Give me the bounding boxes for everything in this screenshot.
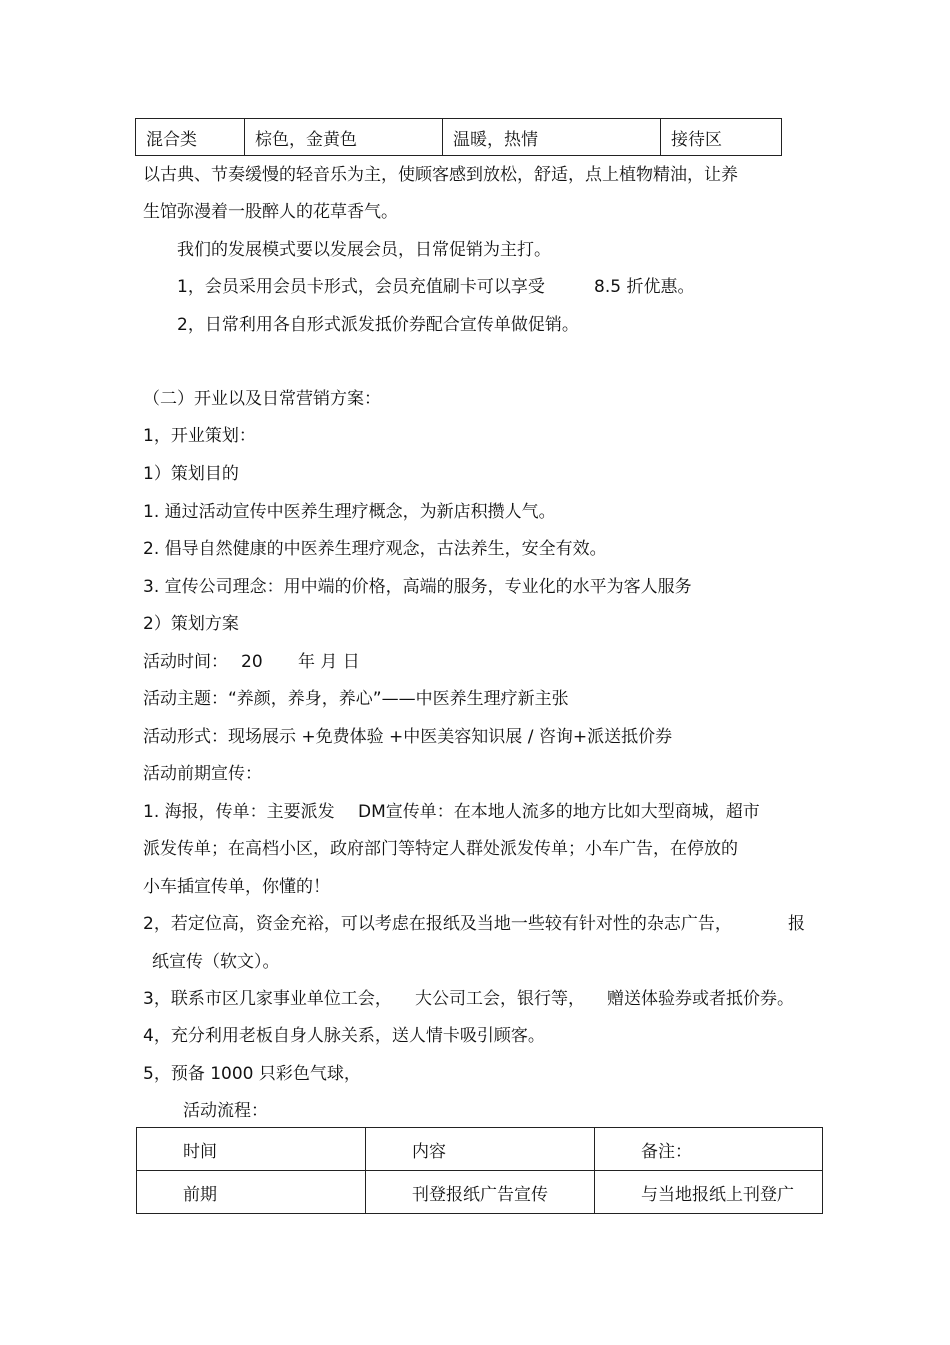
- list-item: 1. 海报，传单：主要派发: [143, 802, 335, 822]
- list-item: 2，日常利用各自形式派发抵价券配合宣传单做促销。: [177, 315, 579, 335]
- list-item: 赠送体验券或者抵价券。: [607, 989, 794, 1009]
- table-cell: 与当地报纸上刊登广: [595, 1171, 823, 1214]
- table-header-row: [137, 1128, 823, 1171]
- list-item: 2，若定位高，资金充裕，可以考虑在报纸及当地一些较有针对性的杂志广告，: [143, 914, 732, 934]
- list-item: 1. 通过活动宣传中医养生理疗概念，为新店积攒人气。: [143, 502, 556, 522]
- table-cell: 温暖，热情: [443, 119, 661, 156]
- paragraph-line: 我们的发展模式要以发展会员，日常促销为主打。: [177, 240, 551, 260]
- subheading: 活动流程：: [183, 1101, 268, 1121]
- table-cell: 棕色，金黄色: [245, 119, 443, 156]
- subheading: 1，开业策划：: [143, 426, 256, 446]
- color-scheme-table: [135, 118, 782, 156]
- table-cell: 前期: [137, 1171, 366, 1214]
- table-row: [136, 119, 782, 156]
- table-header-cell: 内容: [366, 1128, 595, 1171]
- subheading: 1）策划目的: [143, 464, 239, 484]
- table-header-cell: 备注：: [595, 1128, 823, 1171]
- subheading: 2）策划方案: [143, 614, 239, 634]
- list-item: 5，预备 1000 只彩色气球，: [143, 1064, 361, 1084]
- list-item: 3. 宣传公司理念：用中端的价格，高端的服务，专业化的水平为客人服务: [143, 577, 692, 597]
- paragraph-line: 派发传单；在高档小区，政府部门等特定人群处派发传单；小车广告，在停放的: [143, 839, 738, 859]
- paragraph-line: 纸宣传（软文）。: [152, 952, 280, 972]
- table-cell: 刊登报纸广告宣传: [366, 1171, 595, 1214]
- paragraph-line: 小车插宣传单，你懂的！: [143, 877, 330, 897]
- table-row: [137, 1171, 823, 1214]
- event-time-year: 20: [241, 652, 263, 672]
- list-item: DM宣传单：在本地人流多的地方比如大型商城，超市: [358, 802, 760, 822]
- section-heading: （二）开业以及日常营销方案：: [143, 389, 381, 409]
- table-header-cell: 时间: [137, 1128, 366, 1171]
- event-time-date: 年 月 日: [298, 652, 360, 672]
- list-item: 4，充分利用老板自身人脉关系，送人情卡吸引顾客。: [143, 1026, 545, 1046]
- event-theme: 活动主题：“养颜，养身，养心”——中医养生理疗新主张: [143, 689, 569, 709]
- list-item: 2. 倡导自然健康的中医养生理疗观念，古法养生，安全有效。: [143, 539, 607, 559]
- list-item: 3，联系市区几家事业单位工会，: [143, 989, 392, 1009]
- paragraph-line: 生馆弥漫着一股醉人的花草香气。: [143, 202, 398, 222]
- list-item: 1，会员采用会员卡形式，会员充值刷卡可以享受: [177, 277, 545, 297]
- activity-flow-table: [136, 1127, 823, 1214]
- list-item: 8.5 折优惠。: [594, 277, 695, 297]
- list-item: 大公司工会，银行等，: [415, 989, 585, 1009]
- paragraph-line: 以古典、节奏缓慢的轻音乐为主，使顾客感到放松，舒适，点上植物精油，让养: [143, 165, 738, 185]
- table-cell: 接待区: [661, 119, 782, 156]
- subheading: 活动前期宣传：: [143, 764, 262, 784]
- event-time-label: 活动时间：: [143, 652, 228, 672]
- event-form: 活动形式：现场展示 +免费体验 +中医美容知识展 / 咨询+派送抵价券: [143, 727, 673, 747]
- list-item: 报: [788, 914, 805, 934]
- table-cell: 混合类: [136, 119, 245, 156]
